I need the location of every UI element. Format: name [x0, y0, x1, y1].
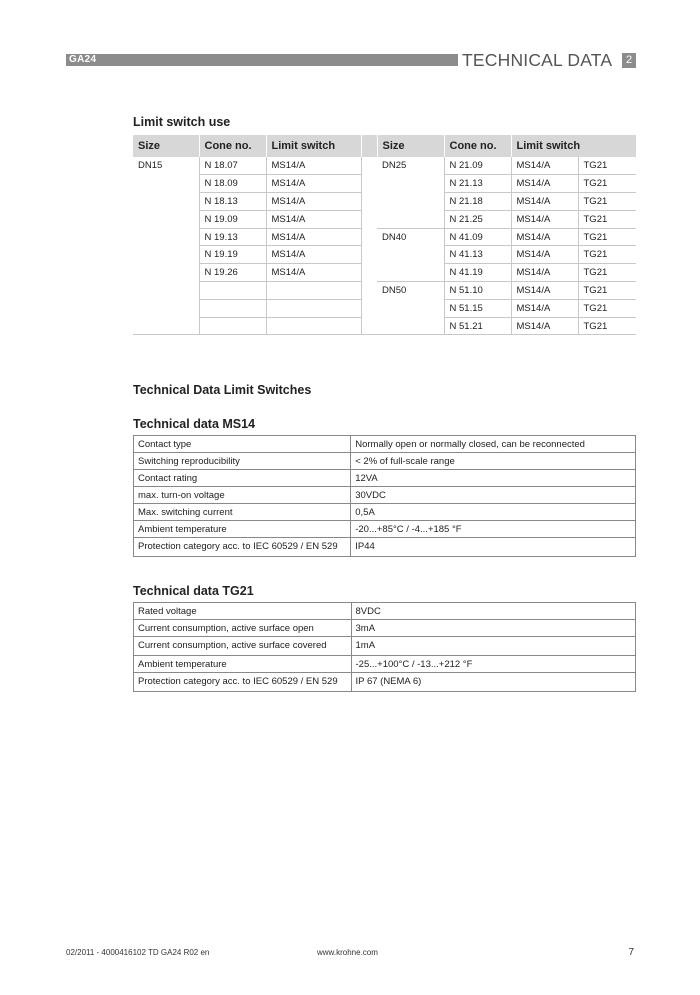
spec-value: -25...+100°C / -13...+212 °F — [351, 656, 636, 673]
switch-cell: MS14/A — [511, 317, 578, 335]
switch-cell: MS14/A — [511, 193, 578, 211]
cone-cell: N 19.13 — [199, 228, 266, 246]
table-row — [133, 175, 636, 193]
spec-value: IP44 — [351, 538, 636, 557]
switch-cell: MS14/A — [511, 210, 578, 228]
spec-key: Rated voltage — [134, 603, 352, 620]
section-title: TECHNICAL DATA — [462, 50, 613, 70]
table-row — [133, 210, 636, 228]
spec-key: Contact rating — [134, 470, 351, 487]
switch-cell: MS14/A — [266, 210, 361, 228]
spec-value: 8VDC — [351, 603, 636, 620]
tg21-table — [133, 602, 636, 692]
table-row — [134, 603, 636, 620]
switch-cell: MS14/A — [266, 228, 361, 246]
table-row — [134, 470, 636, 487]
spec-key: Max. switching current — [134, 504, 351, 521]
table-row — [133, 282, 636, 300]
spec-key: Current consumption, active surface covered — [134, 637, 352, 656]
col-header: Cone no. — [199, 135, 266, 157]
alt-switch-cell: TG21 — [578, 246, 636, 264]
switch-cell: MS14/A — [511, 282, 578, 300]
page-footer — [66, 948, 636, 960]
col-gap — [361, 135, 377, 157]
spec-value: 0,5A — [351, 504, 636, 521]
spec-key: Switching reproducibility — [134, 453, 351, 470]
footer-website: www.krohne.com — [317, 948, 378, 957]
table-row — [134, 620, 636, 637]
alt-switch-cell: TG21 — [578, 157, 636, 175]
alt-switch-cell: TG21 — [578, 175, 636, 193]
table-row — [133, 299, 636, 317]
page-header — [66, 52, 636, 68]
spec-value: Normally open or normally closed, can be reconnected — [351, 436, 636, 453]
spec-key: max. turn-on voltage — [134, 487, 351, 504]
table-row — [133, 228, 636, 246]
cone-cell: N 21.18 — [444, 193, 511, 211]
footer-doc-ref: 02/2011 - 4000416102 TD GA24 R02 en — [66, 948, 210, 957]
switch-cell: MS14/A — [511, 299, 578, 317]
switch-cell: MS14/A — [266, 157, 361, 175]
limit-switch-title: Limit switch use — [133, 115, 231, 129]
alt-switch-cell: TG21 — [578, 282, 636, 300]
cone-cell: N 19.26 — [199, 264, 266, 282]
table-row — [134, 504, 636, 521]
cone-cell: N 19.19 — [199, 246, 266, 264]
doc-code: GA24 — [69, 54, 97, 65]
tech-data-heading: Technical Data Limit Switches — [133, 383, 312, 397]
spec-value: -20...+85°C / -4...+185 °F — [351, 521, 636, 538]
table-row — [134, 656, 636, 673]
size-cell: DN25 — [382, 160, 407, 171]
cone-cell: N 51.10 — [444, 282, 511, 300]
alt-switch-cell: TG21 — [578, 264, 636, 282]
spec-key: Contact type — [134, 436, 351, 453]
switch-cell: MS14/A — [511, 264, 578, 282]
spec-value: 30VDC — [351, 487, 636, 504]
table-row — [134, 637, 636, 656]
spec-value: 3mA — [351, 620, 636, 637]
size-cell: DN40 — [382, 231, 407, 243]
alt-switch-cell: TG21 — [578, 299, 636, 317]
table-row — [133, 264, 636, 282]
alt-switch-cell: TG21 — [578, 228, 636, 246]
switch-cell: MS14/A — [266, 175, 361, 193]
table-row — [134, 453, 636, 470]
limit-switch-table — [133, 135, 636, 335]
table-row — [134, 487, 636, 504]
alt-switch-cell: TG21 — [578, 210, 636, 228]
spec-key: Ambient temperature — [134, 656, 352, 673]
tg21-title: Technical data TG21 — [133, 584, 254, 598]
cone-cell: N 19.09 — [199, 210, 266, 228]
spec-key: Ambient temperature — [134, 521, 351, 538]
alt-switch-cell: TG21 — [578, 317, 636, 335]
spec-value: 1mA — [351, 637, 636, 656]
cone-cell: N 41.09 — [444, 228, 511, 246]
switch-cell: MS14/A — [511, 157, 578, 175]
table-row — [134, 538, 636, 557]
col-header: Size — [377, 135, 444, 157]
page-number: 7 — [628, 947, 634, 958]
cone-cell: N 51.15 — [444, 299, 511, 317]
table-row — [134, 521, 636, 538]
ms14-title: Technical data MS14 — [133, 417, 256, 431]
table-row — [133, 317, 636, 335]
switch-cell: MS14/A — [266, 246, 361, 264]
cone-cell: N 18.09 — [199, 175, 266, 193]
table-row — [134, 673, 636, 692]
table-row — [133, 157, 636, 175]
table-row — [134, 436, 636, 453]
header-bar — [66, 54, 458, 66]
col-header: Limit switch — [266, 135, 361, 157]
table-header-row — [133, 135, 636, 157]
cone-cell: N 21.09 — [444, 157, 511, 175]
spec-value: IP 67 (NEMA 6) — [351, 673, 636, 692]
size-cell: DN15 — [138, 160, 163, 171]
ms14-table — [133, 435, 636, 557]
switch-cell: MS14/A — [266, 193, 361, 211]
switch-cell: MS14/A — [511, 246, 578, 264]
cone-cell: N 18.13 — [199, 193, 266, 211]
switch-cell: MS14/A — [511, 175, 578, 193]
cone-cell: N 41.13 — [444, 246, 511, 264]
table-row — [133, 193, 636, 211]
spec-key: Current consumption, active surface open — [134, 620, 352, 637]
col-header: Size — [133, 135, 199, 157]
switch-cell: MS14/A — [266, 264, 361, 282]
cone-cell: N 41.19 — [444, 264, 511, 282]
spec-value: < 2% of full-scale range — [351, 453, 636, 470]
size-cell: DN50 — [382, 285, 407, 297]
alt-switch-cell: TG21 — [578, 193, 636, 211]
cone-cell: N 21.13 — [444, 175, 511, 193]
spec-key: Protection category acc. to IEC 60529 / EN 529 — [134, 673, 352, 692]
spec-key: Protection category acc. to IEC 60529 / EN 529 — [134, 538, 351, 557]
col-header: Limit switch — [511, 135, 636, 157]
col-header: Cone no. — [444, 135, 511, 157]
cone-cell: N 18.07 — [199, 157, 266, 175]
cone-cell: N 21.25 — [444, 210, 511, 228]
table-row — [133, 246, 636, 264]
spec-value: 12VA — [351, 470, 636, 487]
section-number: 2 — [622, 53, 636, 68]
switch-cell: MS14/A — [511, 228, 578, 246]
cone-cell: N 51.21 — [444, 317, 511, 335]
